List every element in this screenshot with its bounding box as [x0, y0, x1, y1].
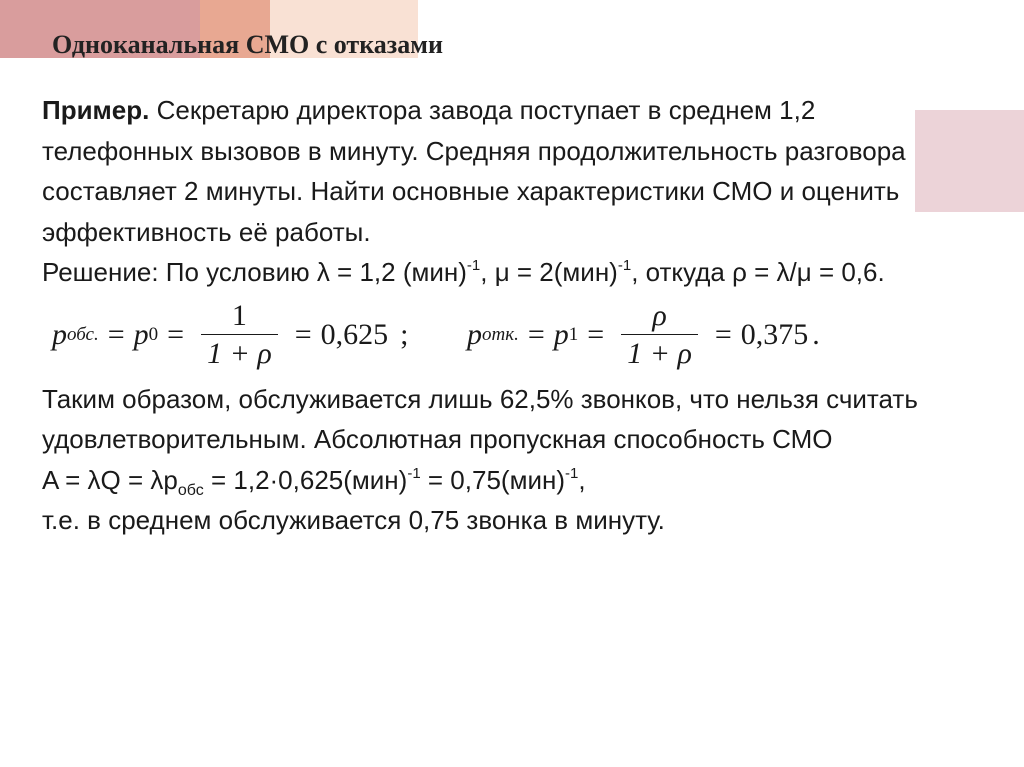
- formula-p-service-subscript: обс.: [67, 324, 99, 346]
- example-paragraph: [42, 90, 942, 252]
- solution-suffix: , откуда ρ = λ/μ = 0,6.: [631, 257, 885, 287]
- slide-title: Одноканальная СМО с отказами: [52, 30, 443, 59]
- formula-p-service: p обс. = p 0 = $\frac{1}{1 + \rho}$ = 0,625 ;: [52, 293, 409, 379]
- slide-body: [42, 90, 942, 541]
- solution-exponent-1: -1: [466, 257, 481, 274]
- formula-p-refusal-subscript: отк.: [482, 324, 519, 346]
- conclusion-line-2: удовлетворительным. Абсолютная пропускная способность СМО: [42, 424, 833, 454]
- formula-row: [42, 293, 942, 379]
- example-text: Секретарю директора завода поступает в среднем 1,2 телефонных вызовов в минуту. Средняя продолжительность разговора составляет 2 минуты. Найти основные характеристики СМО и оценить эффективность её работы.: [42, 95, 906, 247]
- formula-p-refusal: p отк. = p 1 = $\frac{\rho}{1 + \rho}$ = 0,375 .: [467, 293, 820, 379]
- formula-separator: ;: [400, 318, 409, 352]
- solution-prefix: Решение: По условию λ = 1,2 (мин): [42, 257, 467, 287]
- solution-exponent-2: -1: [617, 257, 632, 274]
- throughput-formula: $A = \lambda Q = \lambda p_{обс} = 1,2\cdot 0,625(мин)^{-1} = 0,75(мин)^{-1}$,: [42, 464, 586, 499]
- solution-mid: , μ = 2(мин): [480, 257, 618, 287]
- formula-fraction-2: $\frac{\rho}{1 + \rho}$: [621, 298, 698, 373]
- throughput-subscript: обс: [177, 481, 204, 499]
- example-label: Пример.: [42, 95, 150, 125]
- formula-p-service-value: 0,625: [320, 318, 389, 352]
- formula-fraction-1: $\frac{1}{1 + \rho}$: [201, 298, 278, 373]
- solution-paragraph: [42, 252, 942, 293]
- final-line: т.е. в среднем обслуживается 0,75 звонка в минуту.: [42, 505, 665, 535]
- formula-p-refusal-value: 0,375: [740, 318, 809, 352]
- conclusion-line-1: Таким образом, обслуживается лишь 62,5% звонков, что нельзя считать: [42, 383, 918, 414]
